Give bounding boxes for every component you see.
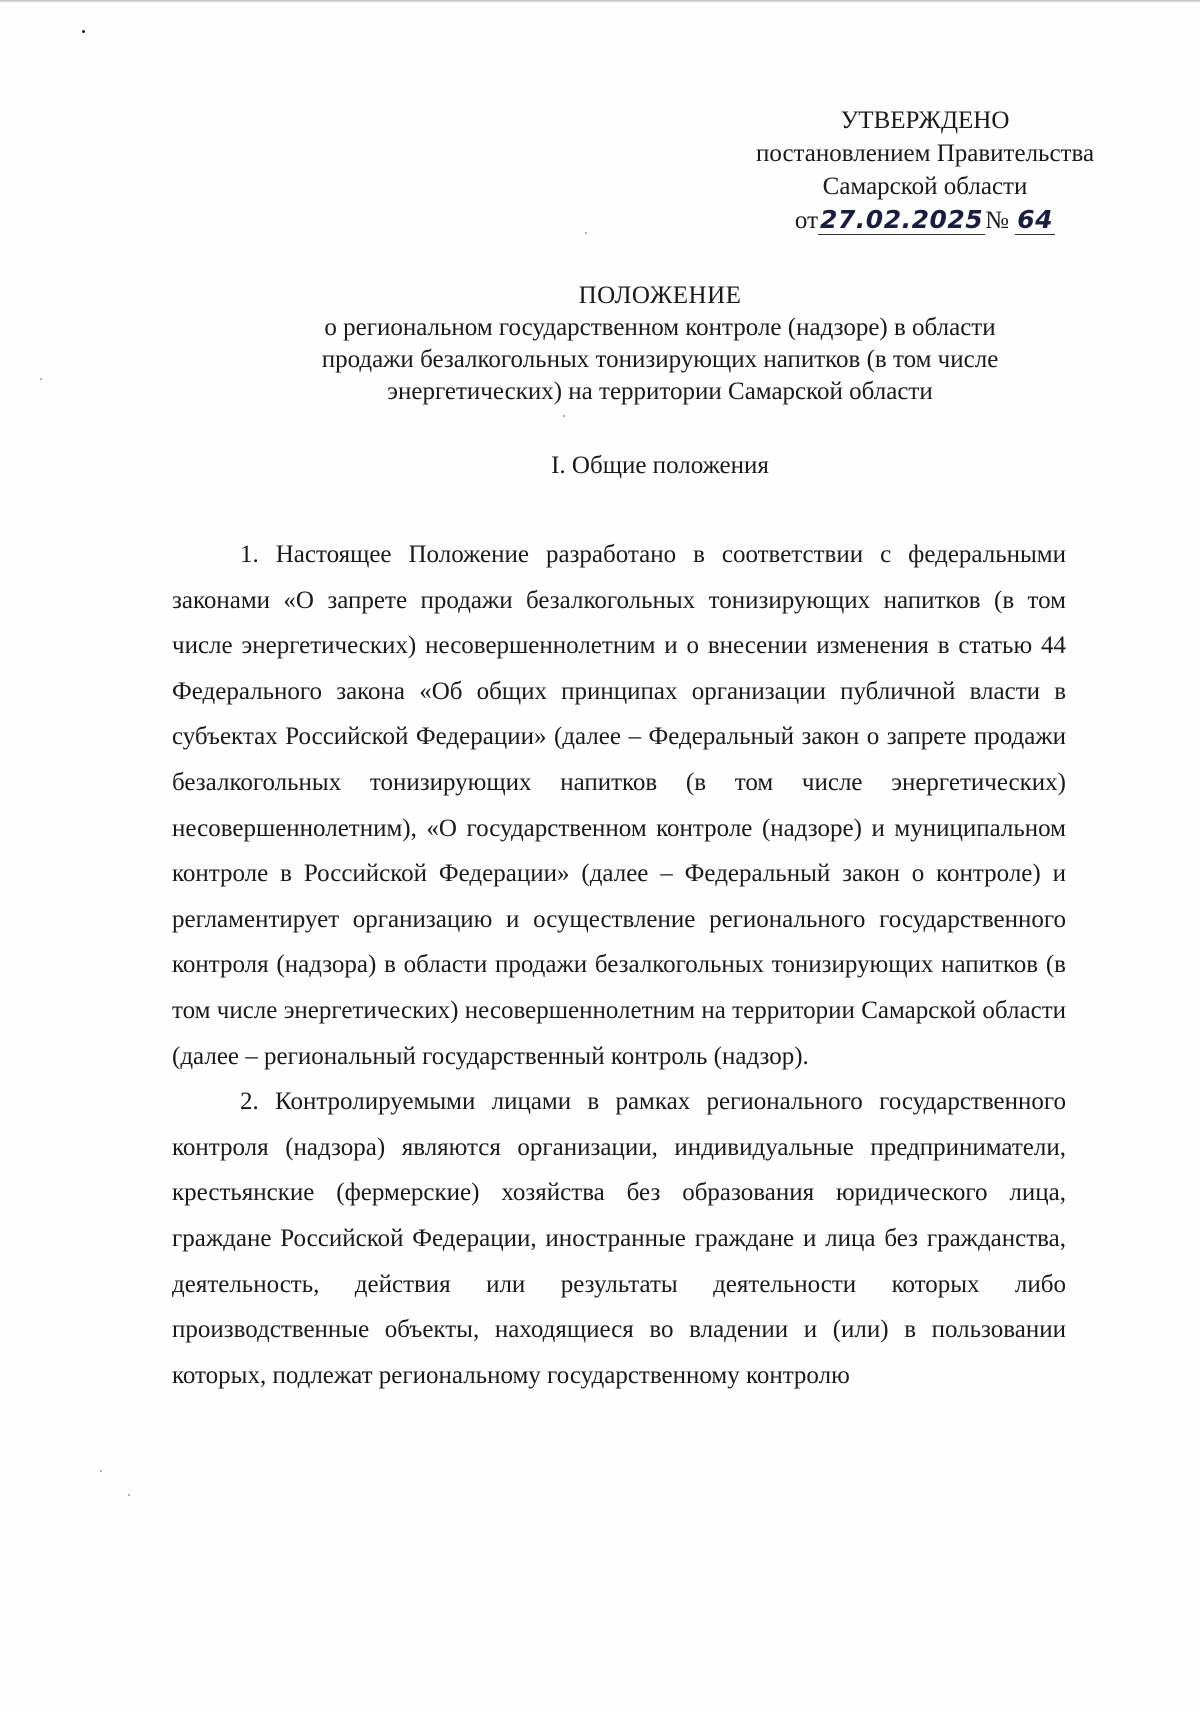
approval-date-line xyxy=(690,203,1160,237)
scan-speck xyxy=(585,232,587,234)
handwritten-date: 27.02.2025 xyxy=(820,205,984,234)
scan-speck xyxy=(128,1494,130,1496)
paragraph-2: 2. Контролируемыми лицами в рамках регионального государственного контроля (надзора) являются организации, индивидуальные предприниматели, крестьянские (фермерские) хозяйства без образования юридического лица, граждане Российской Федерации, иностранные граждане и лица без гражданства, деятельность, действия или результаты деятельности которых либо производственные объекты, находящиеся во владении и (или) в пользовании которых, подлежат региональному государственному контролю xyxy=(172,1088,1066,1389)
approval-authority: постановлением Правительства xyxy=(755,140,1095,167)
scan-speck xyxy=(563,415,565,417)
scan-speck xyxy=(100,1470,102,1472)
title-heading: ПОЛОЖЕНИЕ xyxy=(578,282,742,309)
document-body xyxy=(172,532,1066,1398)
number-prefix: № xyxy=(985,207,1010,234)
approval-heading: УТВЕРЖДЕНО xyxy=(840,107,1010,134)
date-prefix: от xyxy=(794,207,819,234)
title-line-3: энергетических) на территории Самарской области xyxy=(387,378,933,405)
scan-speck xyxy=(40,378,42,380)
handwritten-number: 64 xyxy=(1017,205,1054,234)
title-line-2: продажи безалкогольных тонизирующих напитков (в том числе xyxy=(321,346,999,373)
section-heading: I. Общие положения xyxy=(551,452,769,479)
document-title xyxy=(270,280,1050,408)
paragraph-1: 1. Настоящее Положение разработано в соответствии с федеральными законами «О запрете продажи безалкогольных тонизирующих напитков (в том числе энергетических) несовершеннолетним и о внесении изменения в статью 44 Федерального закона «Об общих принципах организации публичной власти в субъектах Российской Федерации» (далее – Федеральный закон о запрете продажи безалкогольных тонизирующих напитков (в том числе энергетических) несовершеннолетним), «О государственном контроле (надзоре) и муниципальном контроле в Российской Федерации» (далее – Федеральный закон о контроле) и регламентирует организацию и осуществление регионального государственного контроля (надзора) в области продажи безалкогольных тонизирующих напитков (в том числе энергетических) несовершеннолетним на территории Самарской области (далее – региональный государственный контроль (надзор). xyxy=(172,541,1066,1070)
title-line-1: о региональном государственном контроле (надзоре) в области xyxy=(324,314,996,341)
scan-edge xyxy=(0,0,1200,3)
approval-stamp-block xyxy=(690,104,1160,237)
approval-region: Самарской области xyxy=(822,173,1028,200)
scan-speck xyxy=(82,30,85,33)
